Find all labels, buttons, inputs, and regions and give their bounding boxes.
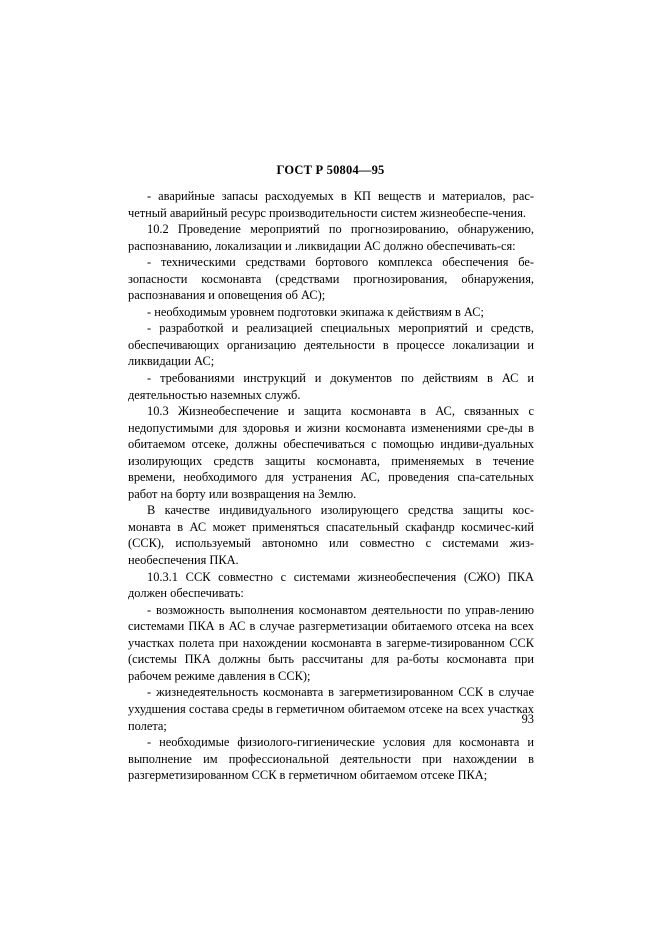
paragraph: - необходимым уровнем подготовки экипажа к действиям в АС;	[147, 304, 484, 319]
paragraph: В качестве индивидуального изолирующего средства защиты кос-монавта в АС может применяться спасательный скафандр космичес-кий (ССК), используемый автономно или совместно с системами жиз-необеспечения ПКА.	[128, 503, 534, 568]
paragraph: - техническими средствами бортового комплекса обеспечения бе-зопасности космонавта (средствами прогнозирования, обнаружения, распознавания и оповещения об АС);	[128, 255, 534, 303]
paragraph: 10.2 Проведение мероприятий по прогнозированию, обнаружению, распознаванию, локализации и .ликвидации АС должно обеспечивать-ся:	[128, 222, 534, 253]
paragraph: 10.3 Жизнеобеспечение и защита космонавта в АС, связанных с недопустимыми для здоровья и жизни космонавта изменениями сре-ды в обитаемом отсеке, должны обеспечиваться с помощью индиви-дуальных изолирующих средств защиты космонавта, применяемых в течение времени, необходимого для устранения АС, проведения спа-сательных работ на борту или возвращения на Землю.	[128, 404, 534, 501]
document-body	[128, 188, 534, 784]
paragraph: - необходимые физиолого-гигиенические условия для космонавта и выполнение им профессиональной деятельности при нахождении в разгерметизированном ССК в герметичном обитаемом отсеке ПКА;	[128, 735, 534, 783]
paragraph: - возможность выполнения космонавтом деятельности по управ-лению системами ПКА в АС в случае разгерметизации обитаемого отсека на всех участках полета при нахождении космонавта в загерме-тизированном ССК (системы ПКА должны быть рассчитаны для ра-боты космонавта при рабочем режиме давления в ССК);	[128, 602, 534, 683]
paragraph: - аварийные запасы расходуемых в КП веществ и материалов, рас-четный аварийный ресурс производительности систем жизнеобеспе-чения.	[128, 189, 534, 220]
paragraph: 10.3.1 ССК совместно с системами жизнеобеспечения (СЖО) ПКА должен обеспечивать:	[128, 569, 534, 601]
paragraph: - разработкой и реализацией специальных мероприятий и средств, обеспечивающих организацию деятельности в процессе локализации и ликвидации АС;	[128, 321, 534, 369]
page-number: 93	[521, 712, 534, 726]
paragraph: - жизнедеятельность космонавта в загерметизированном ССК в случае ухудшения состава среды в герметичном обитаемом отсеке на всех участках полета;	[128, 685, 534, 733]
paragraph: - требованиями инструкций и документов по действиям в АС и деятельностью наземных служб.	[128, 371, 534, 402]
document-standard-header: ГОСТ Р 50804—95	[276, 163, 385, 177]
